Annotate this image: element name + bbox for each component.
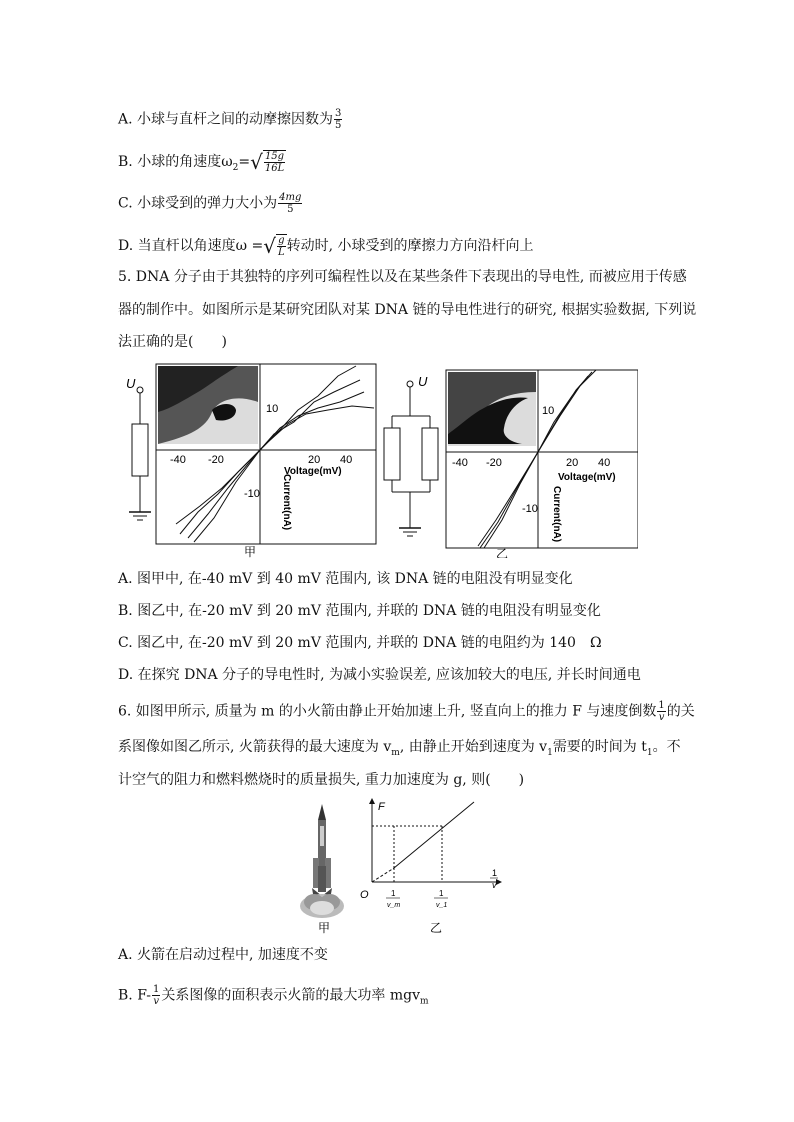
svg-text:-10: -10 — [522, 503, 538, 515]
rocket-illustration — [300, 804, 344, 918]
svg-text:10: 10 — [266, 403, 279, 415]
svg-text:10: 10 — [542, 405, 555, 417]
iv-plot-single — [156, 364, 376, 544]
figure-label-yi: 乙 — [496, 547, 509, 558]
q5-stem-line-1: 5. DNA 分子由于其独特的序列可编程性以及在某些条件下表现出的导电性, 而被应用于传感 — [118, 269, 687, 285]
f-vs-inverse-v-graph — [360, 798, 502, 909]
svg-text:1: 1 — [492, 868, 498, 878]
sqrt: √ $\frac{g}{L}$ — [263, 234, 285, 258]
figure-label-jia: 甲 — [244, 545, 257, 558]
q6-option-b: B. F- $\frac{1}{v}$ 关系图像的面积表示火箭的最大功率 mgv$_m$ — [118, 984, 429, 1007]
q5-option-b: B. 图乙中, 在-20 mV 到 20 mV 范围内, 并联的 DNA 链的电阻没有明显变化 — [118, 603, 601, 619]
q6-option-a: A. 火箭在启动过程中, 加速度不变 — [118, 947, 328, 963]
q5-figure — [118, 362, 638, 558]
q5-stem-line-2: 器的制作中。如图所示是某研究团队对某 DNA 链的导电性进行的研究, 根据实验数据, 下列说 — [118, 302, 697, 318]
svg-text:-10: -10 — [244, 488, 260, 500]
svg-text:1: 1 — [439, 889, 444, 898]
q5-option-a: A. 图甲中, 在-40 mV 到 40 mV 范围内, 该 DNA 链的电阻没有明显变化 — [118, 571, 573, 587]
q6-figure-label-yi: 乙 — [430, 921, 443, 935]
svg-text:Current(nA): Current(nA) — [281, 474, 292, 531]
svg-text:-40: -40 — [452, 457, 468, 469]
svg-text:Current(nA): Current(nA) — [551, 486, 562, 543]
circuit-parallel — [384, 374, 438, 536]
svg-text:Voltage(mV): Voltage(mV) — [284, 466, 342, 477]
svg-text:v_1: v_1 — [436, 902, 448, 909]
svg-text:-20: -20 — [486, 457, 502, 469]
voltage-label: U — [126, 376, 136, 391]
svg-text:v: v — [492, 880, 497, 890]
svg-text:U: U — [418, 374, 428, 389]
circuit-single — [126, 376, 151, 520]
svg-text:40: 40 — [598, 457, 611, 469]
svg-text:v_m: v_m — [387, 902, 401, 909]
iv-plot-parallel — [446, 370, 638, 548]
fraction: $\frac{4mg}{5}$ — [279, 192, 302, 215]
q4-option-d: D. 当直杆以角速度ω =√ $\frac{g}{L}$ 转动时, 小球受到的摩擦力方向沿杆向上 — [118, 234, 534, 258]
q5-option-d: D. 在探究 DNA 分子的导电性时, 为减小实验误差, 应该加较大的电压, 并长时间通电 — [118, 667, 641, 683]
q4-option-c: C. 小球受到的弹力大小为 $\frac{4mg}{5}$ — [118, 192, 302, 215]
svg-text:40: 40 — [340, 454, 353, 466]
q6-stem-line-1: 6. 如图甲所示, 质量为 m 的小火箭由静止开始加速上升, 竖直向上的推力 F 与速度倒数 $\frac{1}{v}$ 的关 — [118, 700, 695, 723]
q6-stem-line-2: 系图像如图乙所示, 火箭获得的最大速度为 $v_m$, 由静止开始到速度为 $v_1$需要的时间为 $t_1$。不 — [118, 739, 681, 758]
q4-option-a: A. 小球与直杆之间的动摩擦因数为 $\frac{3}{5}$ — [118, 108, 342, 131]
svg-text:20: 20 — [308, 454, 321, 466]
svg-text:-20: -20 — [208, 454, 224, 466]
q4-option-b: B. 小球的角速度$\omega_2=√$ $\frac{15g}{16L}$ — [118, 150, 285, 174]
q5-stem-line-3: 法正确的是( ) — [118, 334, 227, 350]
q5-option-c: C. 图乙中, 在-20 mV 到 20 mV 范围内, 并联的 DNA 链的电阻约为 140 Ω — [118, 635, 602, 651]
svg-text:-40: -40 — [170, 454, 186, 466]
svg-text:1: 1 — [391, 889, 396, 898]
sqrt: √ $\frac{15g}{16L}$ — [250, 150, 285, 174]
fraction: $\frac{3}{5}$ — [335, 108, 342, 131]
q6-stem-line-3: 计空气的阻力和燃料燃烧时的质量损失, 重力加速度为 g, 则( ) — [118, 772, 525, 788]
svg-text:O: O — [360, 889, 369, 901]
dna-resistor — [132, 424, 148, 476]
svg-text:20: 20 — [566, 457, 579, 469]
q6-figure — [290, 796, 520, 938]
svg-text:Voltage(mV): Voltage(mV) — [558, 472, 616, 483]
q6-figure-label-jia: 甲 — [318, 921, 331, 935]
svg-text:F: F — [378, 801, 385, 813]
